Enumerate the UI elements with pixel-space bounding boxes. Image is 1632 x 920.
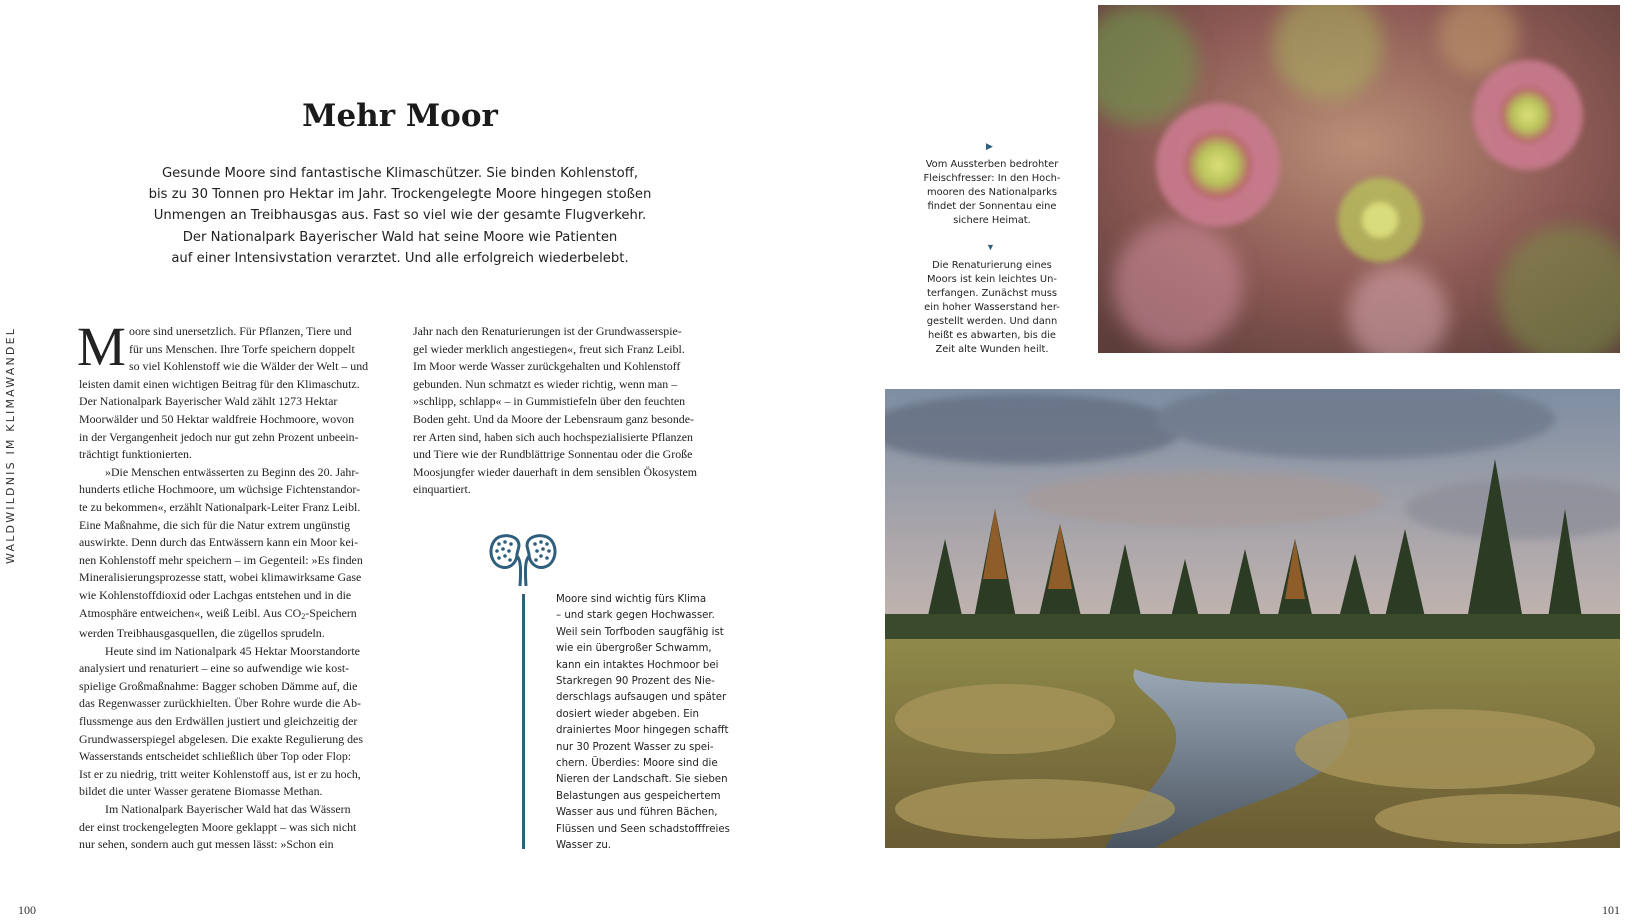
caption-line: findet der Sonnentau eine — [927, 201, 1057, 212]
caption-line: mooren des Nationalparks — [926, 187, 1058, 198]
page-number-left: 100 — [18, 903, 36, 917]
co2-subscript: 2 — [301, 611, 306, 621]
caption-line: Die Renaturierung eines — [932, 260, 1052, 271]
body-line: oore sind unersetzlich. Für Pflanzen, Tiere und — [129, 324, 352, 338]
body-line: das Regenwasser zurückhielten. Über Rohre wurde die Ab- — [79, 696, 361, 711]
lead-line: Gesunde Moore sind fantastische Klimaschützer. Sie binden Kohlenstoff, — [161, 166, 639, 181]
lead-paragraph — [145, 163, 655, 269]
side-note — [556, 592, 746, 855]
body-line: Ist er zu niedrig, tritt weiter Kohlenstoff aus, ist er zu hoch, — [79, 766, 361, 781]
side-note-line: Moore sind wichtig fürs Klima — [556, 594, 707, 605]
body-line: werden Treibhausgasquellen, die zügellos sprudeln. — [79, 626, 325, 641]
body-line: Der Nationalpark Bayerischer Wald zählt 1273 Hektar — [79, 394, 338, 409]
side-note-line: – und stark gegen Hochwasser. — [556, 610, 715, 622]
body-line: wie Kohlenstoffdioxid oder Lachgas entstehen und in die — [79, 587, 352, 602]
body-line: leisten damit einen wichtigen Beitrag für den Klimaschutz. — [79, 376, 360, 391]
body-line: analysiert und renaturiert – eine so aufwendige wie kost- — [79, 661, 350, 676]
side-note-line: drainiertes Moor hingegen schafft — [556, 725, 729, 737]
body-line: bildet die unter Wasser geratene Biomasse Methan. — [79, 784, 323, 799]
caption-line: terfangen. Zunächst muss — [926, 288, 1058, 299]
caption-bottom — [917, 259, 1067, 357]
body-line: rer Arten sind, haben sich auch hochspezialisierte Pflanzen — [413, 429, 693, 444]
side-note-rule — [522, 594, 525, 849]
body-line: Heute sind im Nationalpark 45 Hektar Moorstandorte — [105, 643, 360, 658]
body-line: trächtigt funktionierten. — [79, 447, 192, 462]
body-line: für uns Menschen. Ihre Torfe speichern doppelt — [129, 341, 355, 356]
co2-text: Atmosphäre entweichen«, weiß Leibl. Aus CO — [79, 605, 302, 620]
body-line: »Die Menschen entwässerten zu Beginn des 20. Jahr- — [105, 464, 360, 479]
side-note-line: derschlags aufsaugen und später — [556, 692, 727, 704]
body-line-co2 — [79, 605, 394, 626]
body-line: nur sehen, sondern auch gut messen lässt: »Schon ein — [79, 837, 334, 852]
body-line: »schlipp, schlapp« – in Gummistiefeln über den feuchten — [413, 394, 686, 409]
side-note-line: wie ein übergroßer Schwamm, — [556, 643, 712, 655]
page-title: Mehr Moor — [302, 98, 498, 134]
body-column-right — [413, 323, 728, 499]
side-note-line: Belastungen aus gespeichertem — [556, 790, 721, 802]
page-number-right: 101 — [1602, 903, 1620, 917]
body-line: und Tiere wie der Rundblättrige Sonnentau oder die Große — [413, 447, 693, 462]
body-line: Eine Maßnahme, die sich für die Natur extrem ungünstig — [79, 517, 351, 532]
body-line: Wasserstands entscheidet schließlich über Top oder Flop: — [79, 749, 352, 764]
body-line: gel wieder merklich angestiegen«, freut sich Franz Leibl. — [413, 341, 685, 356]
body-line: Moosjungfer wieder dauerhaft in dem sensiblen Ökosystem — [413, 464, 697, 479]
caption-line: sichere Heimat. — [953, 215, 1031, 226]
body-line: Moorwälder und 50 Hektar waldfreie Hochmoore, wovon — [79, 411, 355, 426]
body-line: in der Vergangenheit jedoch nur gut zehn Prozent unbeein- — [79, 429, 359, 444]
caption-line: Zeit alte Wunden heilt. — [935, 344, 1049, 355]
body-line: gebunden. Nun schmatzt es wieder richtig, wenn man – — [413, 376, 678, 391]
body-line: te zu bekommen«, erzählt Nationalpark-Leiter Franz Leibl. — [79, 499, 361, 514]
body-line: Im Moor werde Wasser zurückgehalten und Kohlenstoff — [413, 359, 681, 374]
body-column-left — [77, 316, 394, 854]
lead-line: auf einer Intensivstation verarztet. Und alle erfolgreich wiederbelebt. — [171, 250, 629, 266]
body-line: auswirkte. Denn durch das Entwässern kann ein Moor kei- — [79, 535, 359, 550]
side-note-line: Weil sein Torfboden saugfähig ist — [556, 626, 724, 638]
drop-cap: M — [77, 316, 126, 377]
moor-landscape-photo — [885, 389, 1620, 848]
kidneys-icon — [489, 534, 557, 586]
side-note-line: Wasser zu. — [556, 840, 612, 852]
body-line: Boden geht. Und da Moore der Lebensraum ganz besonde- — [413, 411, 694, 426]
sundew-photo — [1098, 5, 1620, 353]
body-line: spielige Großmaßnahme: Bagger schoben Dämme auf, die — [79, 678, 358, 693]
body-line: der einst trockengelegten Moore geklappt – was sich nicht — [79, 819, 357, 834]
side-note-line: dosiert wieder abgeben. Ein — [556, 708, 699, 720]
caption-arrow-right-icon: ▶ — [986, 141, 993, 151]
co2-text-after: -Speichern — [305, 605, 357, 620]
caption-line: Moors ist kein leichtes Un- — [927, 274, 1057, 285]
lead-line: Unmengen an Treibhausgas aus. Fast so viel wie der gesamte Flugverkehr. — [153, 208, 647, 224]
side-note-line: Starkregen 90 Prozent des Nie- — [556, 676, 715, 688]
caption-arrow-down-icon: ▼ — [986, 242, 995, 252]
body-line: Im Nationalpark Bayerischer Wald hat das Wässern — [105, 802, 351, 817]
side-note-line: chern. Überdies: Moore sind die — [556, 758, 718, 770]
side-note-line: kann ein intaktes Hochmoor bei — [556, 659, 719, 671]
caption-line: ein hoher Wasserstand her- — [924, 302, 1060, 313]
caption-line: gestellt werden. Und dann — [926, 316, 1058, 327]
caption-top — [917, 158, 1067, 228]
side-note-line: Nieren der Landschaft. Sie sieben — [556, 774, 728, 786]
body-line: flussmenge aus den Erdwällen justiert und gleichzeitig der — [79, 714, 358, 729]
caption-line: heißt es abwarten, bis die — [927, 330, 1057, 341]
lead-line: bis zu 30 Tonnen pro Hektar im Jahr. Trockengelegte Moore hingegen stoßen — [148, 187, 652, 203]
body-line: so viel Kohlenstoff wie die Wälder der Welt – und — [129, 359, 369, 374]
body-line: hunderts etliche Hochmoore, um wüchsige Fichtenstandor- — [79, 482, 361, 497]
lead-line: Der Nationalpark Bayerischer Wald hat seine Moore wie Patienten — [182, 229, 618, 245]
caption-line: Vom Aussterben bedrohter — [925, 159, 1059, 170]
side-note-line: Flüssen und Seen schadstofffreies — [556, 823, 730, 835]
running-head: WALDWILDNIS IM KLIMAWANDEL — [4, 326, 17, 564]
body-line: Mineralisierungsprozesse statt, wobei klimawirksame Gase — [79, 570, 362, 585]
body-line: Jahr nach den Renaturierungen ist der Grundwasserspie- — [413, 324, 682, 338]
side-note-line: nur 30 Prozent Wasser zu spei- — [556, 741, 714, 753]
side-note-line: Wasser aus und führen Bächen, — [556, 807, 718, 819]
body-line: nen Kohlenstoff mehr speichern – im Gegenteil: »Es finden — [79, 552, 363, 567]
caption-line: Fleischfresser: In den Hoch- — [923, 173, 1061, 184]
body-line: einquartiert. — [413, 482, 471, 497]
body-line: Grundwasserspiegel abgelesen. Die exakte Regulierung des — [79, 731, 363, 746]
